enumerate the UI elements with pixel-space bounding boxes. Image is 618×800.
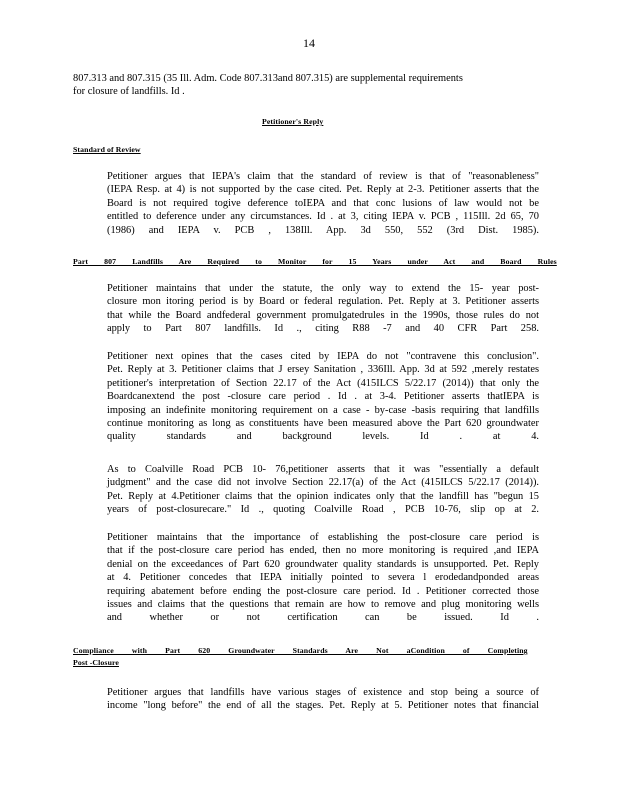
text-line: years of post-closurecare." Id ., quoting Coalville Road , PCB 10-76, slip op at 2. (107, 504, 539, 516)
text-line: denial on the exceedances of Part 620 groundwater quality standards is unsupported. Pet. Reply (107, 558, 539, 570)
text-line: that if the post-closure care period has ended, then no more monitoring is required ,and IEPA (107, 545, 539, 557)
text-line: that while the Board andfederal government promulgatedrules in the 1990s, those rules do not (107, 309, 539, 321)
text-line: requiring abatement before ending the post-closure care period. Id . Petitioner corrected those (107, 585, 539, 597)
text-line: for closure of landfills. Id . (73, 86, 185, 98)
subheading-part-807-landfills: Part 807 Landfills Are Required to Monitor for 15 Years under Act and Board Rules (73, 257, 557, 266)
paragraph-post-closure-period (73, 282, 539, 336)
text-line: Pet. Reply at 3. Petitioner claims that J ersey Sanitation , 336Ill. App. 3d at 592 ,merely restates (107, 364, 539, 376)
text-line: imposing an indefinite monitoring requirement on a case - by-case -basis requiring that landfills (107, 404, 539, 416)
text-line: at 4. Petitioner concedes that IEPA initially pointed to severa l erodedandponded areas (107, 572, 539, 584)
paragraph-standard-of-review (73, 170, 539, 237)
subheading-compliance-part-620: Compliance with Part 620 Groundwater Standards Are Not aCondition of Completing (73, 646, 528, 655)
text-line: Petitioner next opines that the cases cited by IEPA do not "contravene this conclusion". (107, 351, 539, 362)
subheading-compliance-line2: Post -Closure (73, 658, 119, 667)
intro-paragraph (73, 72, 539, 99)
text-line: Petitioner maintains that the importance of establishing the post-closure care period is (107, 532, 539, 543)
page-number: 14 (303, 36, 315, 50)
text-line: As to Coalville Road PCB 10- 76,petitioner asserts that it was "essentially a default (107, 464, 539, 475)
text-line: petitioner's interpretation of Section 22.17 of the Act (415ILCS 5/22.17 (2014)) that only the (107, 377, 539, 389)
text-line: Boardcanextend the post -closure care period . Id . at 3-4. Petitioner asserts thatIEPA is (107, 391, 539, 403)
text-line: closure mon itoring period is by Board or federal regulation. Pet. Reply at 3. Petitioner asserts (107, 296, 539, 308)
text-line: Petitioner argues that IEPA's claim that the standard of review is that of "reasonableness" (107, 171, 539, 182)
text-line: Board is not required togive deference toIEPA and that conc lusions of law would not be (107, 197, 539, 209)
text-line: 807.313 and 807.315 (35 Ill. Adm. Code 807.313and 807.315) are supplemental requirements (73, 73, 463, 84)
text-line: Pet. Reply at 4.Petitioner claims that the opinion indicates only that the landfill has "begun 15 (107, 490, 539, 502)
text-line: entitled to deference under any circumstances. Id . at 3, citing IEPA v. PCB , 115Ill. 2d 65, 70 (107, 211, 539, 223)
text-line: and whether or not certification can be issued. Id . (107, 612, 539, 624)
text-line: judgment" and the case did not involve Section 22.17(a) of the Act (415ILCS 5/22.17 (2014)). (107, 477, 539, 489)
text-line: issues and claims that the questions that remain are how to remove and plug monitoring wells (107, 599, 539, 611)
section-heading-petitioners-reply: Petitioner's Reply (262, 117, 324, 126)
text-line: (1986) and IEPA v. PCB , 138Ill. App. 3d 550, 552 (3rd Dist. 1985). (107, 224, 539, 236)
text-line: Petitioner argues that landfills have various stages of existence and stop being a source of (107, 687, 539, 698)
paragraph-importance-of-period (73, 531, 539, 625)
paragraph-coalville-road (73, 463, 539, 517)
text-line: Petitioner maintains that under the statute, the only way to extend the 15- year post- (107, 283, 539, 294)
text-line: apply to Part 807 landfills. Id ., citing R88 -7 and 40 CFR Part 258. (107, 323, 539, 335)
text-line: continue monitoring as long as constituents have been measured above the Part 620 groundwater (107, 418, 539, 430)
paragraph-cases-cited (73, 350, 539, 444)
text-line: income "long before" the end of all the stages. Pet. Reply at 5. Petitioner notes that financial (107, 700, 539, 712)
subheading-standard-of-review: Standard of Review (73, 145, 141, 154)
text-line: quality standards and background levels. Id . at 4. (107, 431, 539, 443)
paragraph-landfill-stages (73, 686, 539, 713)
text-line: (IEPA Resp. at 4) is not supported by the case cited. Pet. Reply at 2-3. Petitioner asserts that the (107, 184, 539, 196)
